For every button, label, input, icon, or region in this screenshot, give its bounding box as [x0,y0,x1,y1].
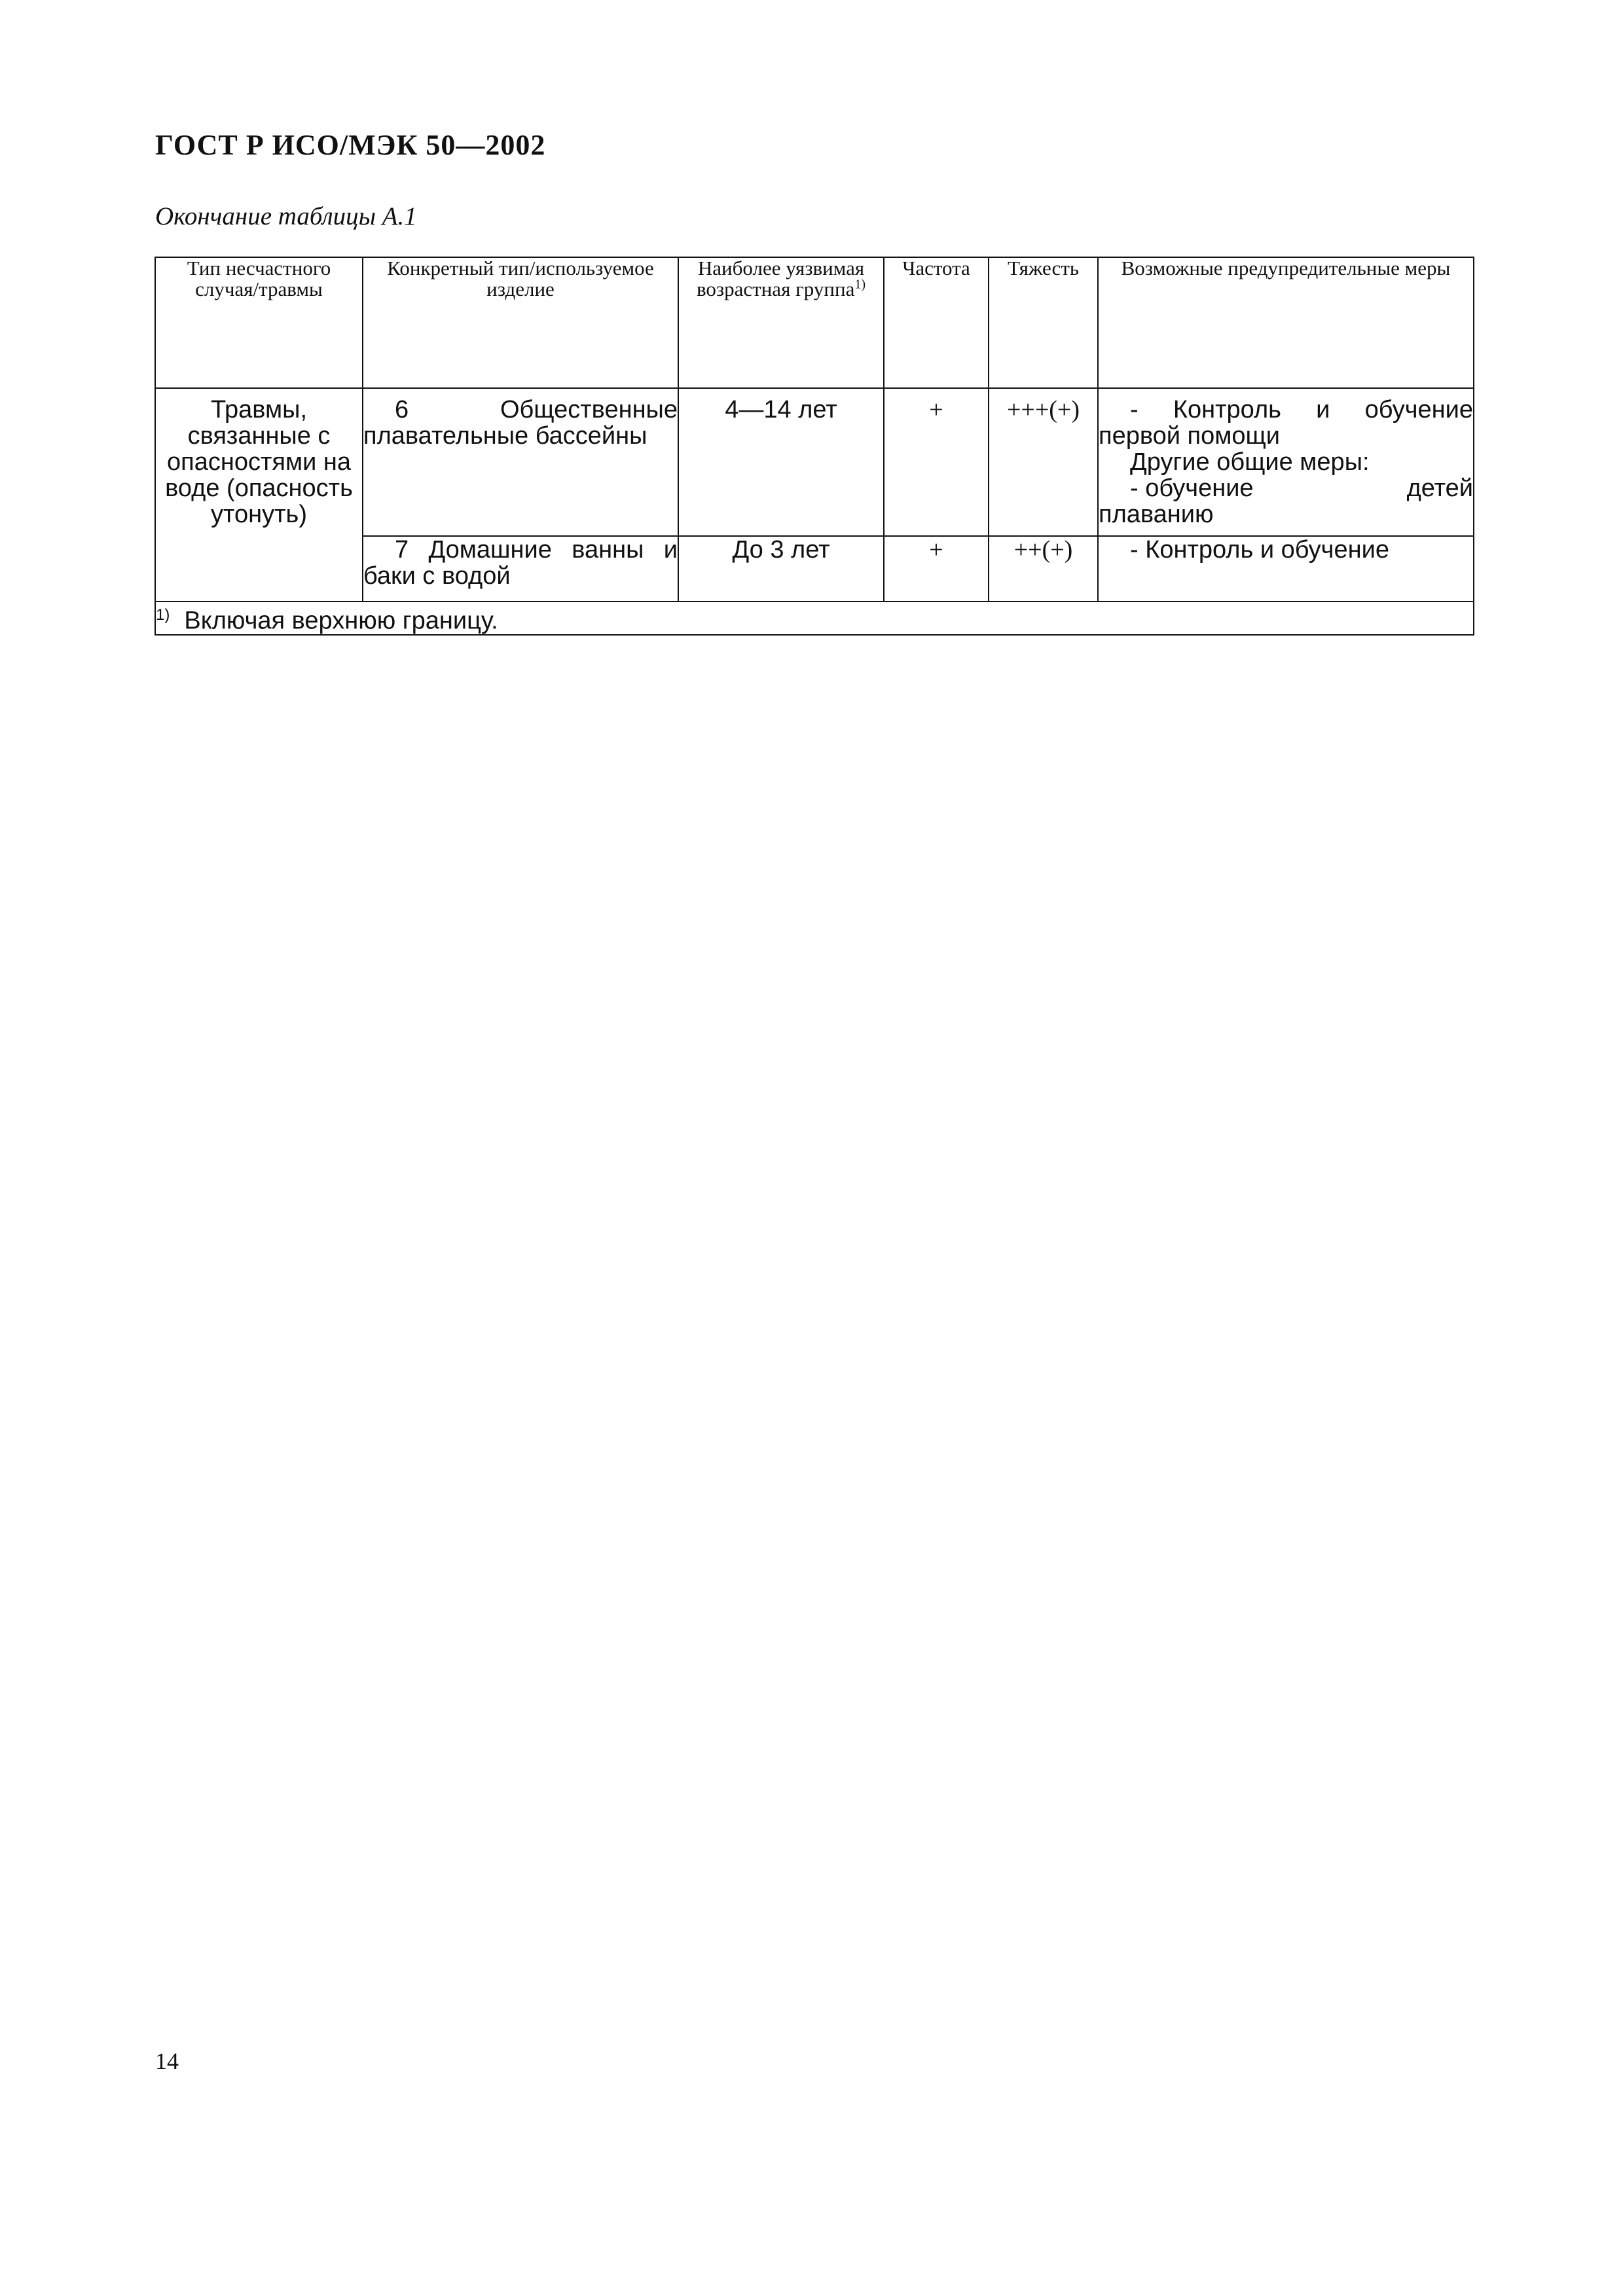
header-product: Конкретный тип/используемое изделие [363,257,678,388]
cell-frequency: + [884,536,989,601]
measure-line: - обучение детей [1130,475,1473,502]
cell-severity: ++(+) [989,536,1098,601]
cell-measures [1098,388,1474,536]
header-frequency: Частота [884,257,989,388]
hazard-table [155,257,1474,636]
header-severity: Тяжесть [989,257,1098,388]
cell-age-group: До 3 лет [678,536,884,601]
cell-product: 7 Домашние ванны и баки с водой [363,536,678,601]
header-type: Тип несчастного случая/травмы [155,257,363,388]
cell-injury-type: Травмы, связанные с опасностями на воде (опасность утонуть) [155,388,363,601]
cell-product: 6 Общественные плавательные бассейны [363,388,678,536]
footnote-ref: 1) [854,277,866,292]
page-number: 14 [155,2048,179,2074]
cell-severity: +++(+) [989,388,1098,536]
measure-line: Другие общие меры: [1130,448,1370,476]
measure-line: - Контроль и обучение первой помощи [1099,396,1473,450]
table-caption: Окончание таблицы А.1 [155,202,417,230]
table-header-row [155,257,1474,388]
footnote-mark: 1) [156,606,170,624]
footnote-row [155,601,1474,635]
footnote-text: Включая верхнюю границу. [184,607,498,635]
header-age-group: Наиболее уязвимая возрастная группа$^{1)}$ [678,257,884,388]
cell-age-group: 4—14 лет [678,388,884,536]
table-row [155,388,1474,536]
cell-frequency: + [884,388,989,536]
footnote [155,601,1474,635]
measure-line: плаванию [1099,501,1214,528]
header-measures: Возможные предупредительные меры [1098,257,1474,388]
cell-measures: - Контроль и обучение [1098,536,1474,601]
document-title: ГОСТ Р ИСО/МЭК 50—2002 [155,129,546,161]
